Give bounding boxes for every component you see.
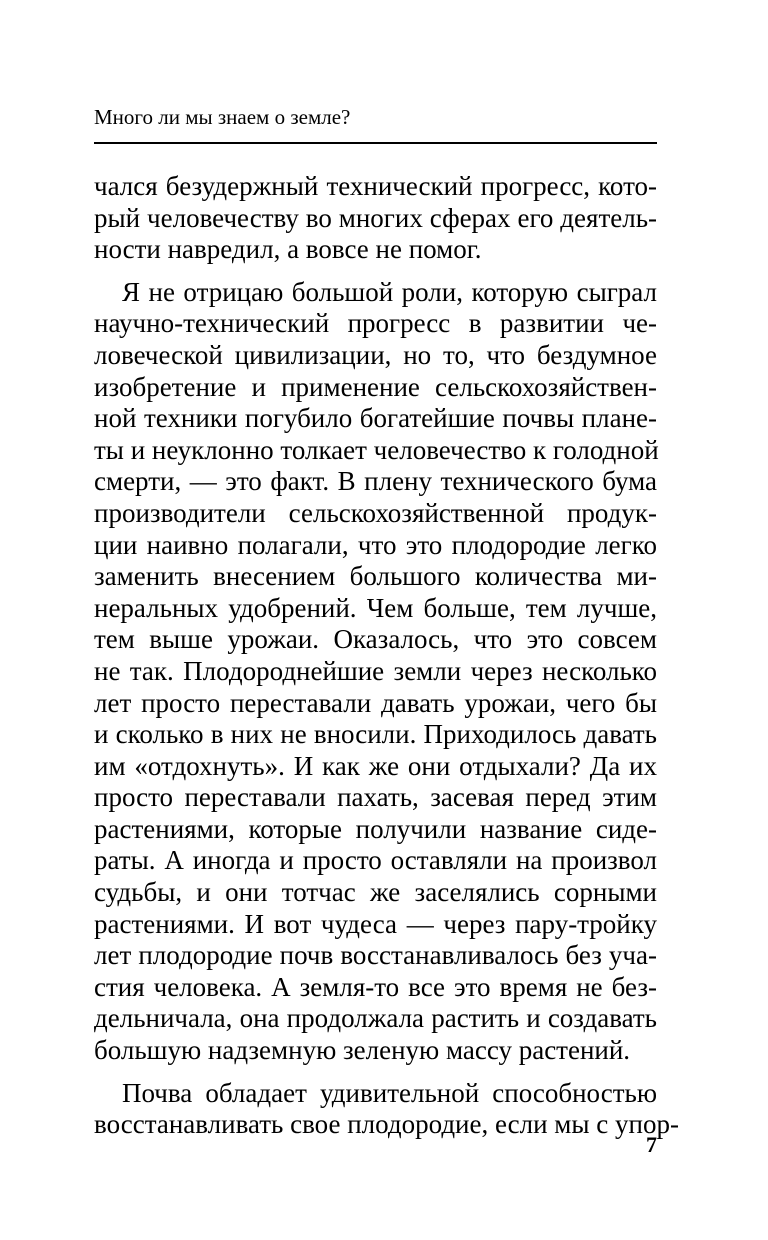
text-line: дельничала, она продолжала растить и создавать <box>94 1003 657 1034</box>
text-line: просто переставали пахать, засевая перед этим <box>94 782 657 813</box>
text-line: изобретение и применение сельскохозяйствен- <box>94 371 657 402</box>
text-line: лет плодородие почв восстанавливалось без уча- <box>94 940 657 971</box>
header-rule <box>94 142 657 144</box>
paragraph-1 <box>94 171 657 266</box>
running-head: Много ли мы знаем о земле? <box>94 105 351 129</box>
text-line: восстанавливать свое плодородие, если мы с упор- <box>94 1109 679 1140</box>
text-line: смерти, — это факт. В плену технического бума <box>94 466 657 497</box>
text-line: неральных удобрений. Чем больше, тем лучше, <box>94 592 657 623</box>
text-line: ной техники погубило богатейшие почвы плане- <box>94 403 657 434</box>
paragraph-2 <box>94 277 657 1067</box>
text-line: им «отдохнуть». И как же они отдыхали? Да их <box>94 750 657 781</box>
text-line: ты и неуклонно толкает человечество к голодной <box>94 434 659 465</box>
text-line: заменить внесением большого количества ми- <box>94 561 657 592</box>
text-line: Я не отрицаю большой роли, которую сыграл <box>122 276 657 307</box>
text-line: производители сельскохозяйственной продук- <box>94 497 657 528</box>
text-line: лет просто переставали давать урожаи, чего бы <box>94 687 657 718</box>
body-text <box>94 171 679 1141</box>
paragraph-gap <box>94 1067 657 1078</box>
paragraph-3 <box>94 1077 679 1141</box>
text-line: не так. Плодороднейшие земли через несколько <box>94 655 657 686</box>
text-line: рый человечеству во многих сферах его деятель- <box>94 202 657 233</box>
text-line: растениями. И вот чудеса — через пару-тройку <box>94 908 657 939</box>
text-line: Почва обладает удивительной способностью <box>122 1077 657 1108</box>
text-line: стия человека. А земля-то все это время не без- <box>94 971 657 1002</box>
text-line: судьбы, и они тотчас же заселялись сорными <box>94 877 657 908</box>
text-line: ловеческой цивилизации, но то, что бездумное <box>94 339 657 370</box>
text-line: научно-технический прогресс в развитии че- <box>94 308 657 339</box>
paragraph-gap <box>94 266 657 277</box>
text-line: и сколько в них не вносили. Приходилось давать <box>94 719 657 750</box>
text-line: большую надземную зеленую массу растений. <box>94 1035 631 1066</box>
text-line: чался безудержный технический прогресс, кото- <box>94 171 657 201</box>
text-line: раты. А иногда и просто оставляли на произвол <box>94 845 657 876</box>
text-line: растениями, которые получили название сиде- <box>94 813 657 844</box>
text-line: ции наивно полагали, что это плодородие легко <box>94 529 657 560</box>
page-number: 7 <box>646 1132 657 1157</box>
text-line: ности навредил, а вовсе не помог. <box>94 234 482 265</box>
text-line: тем выше урожаи. Оказалось, что это совсем <box>94 624 657 655</box>
